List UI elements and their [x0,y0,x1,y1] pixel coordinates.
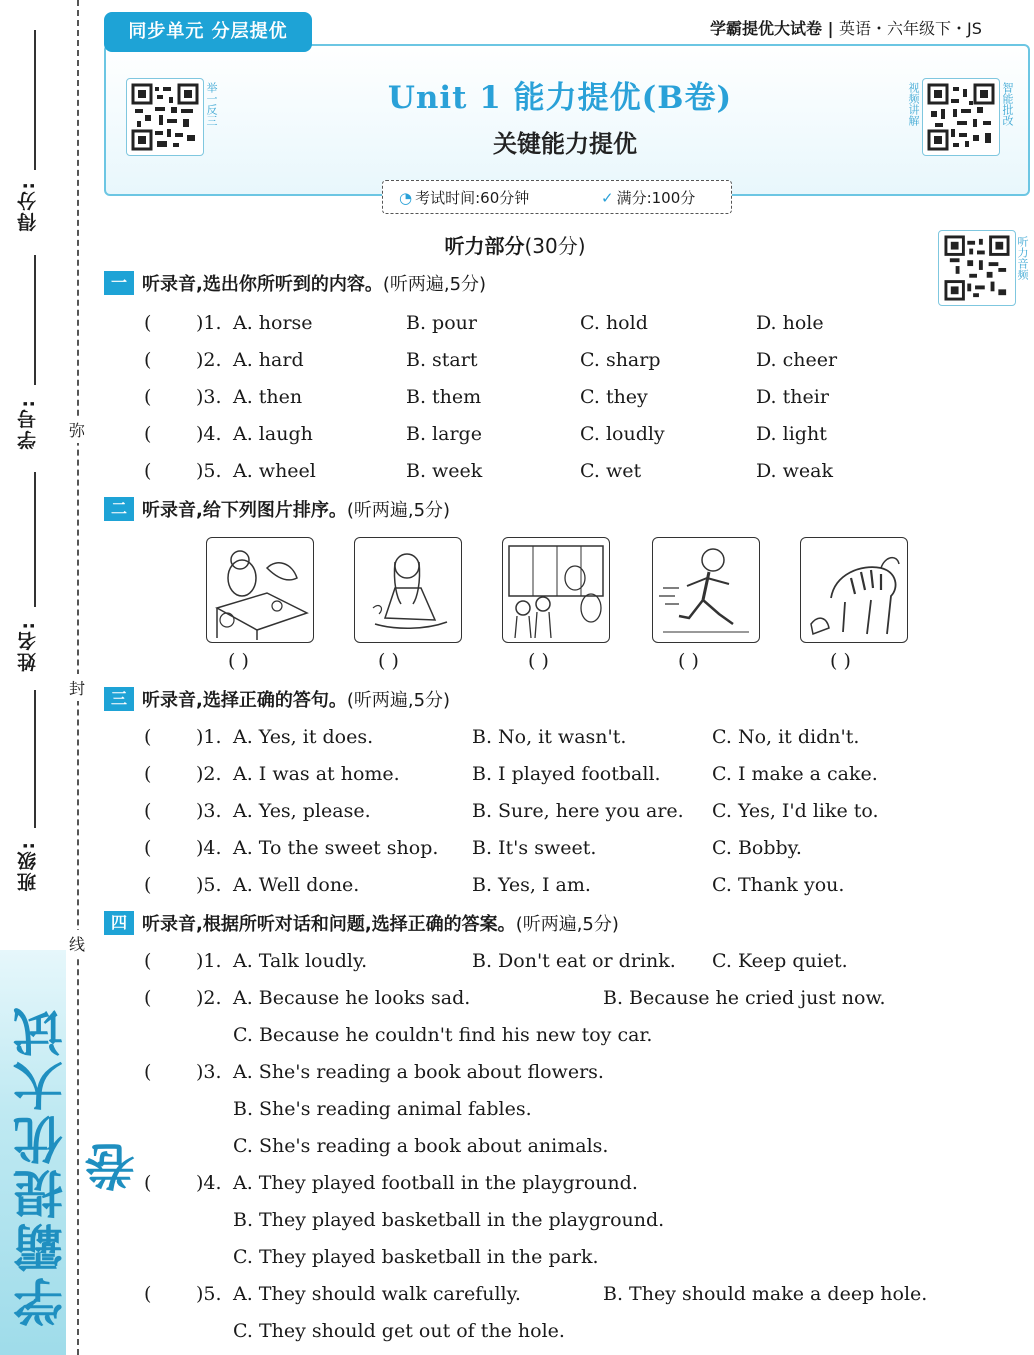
question-number: )5. [196,874,222,896]
option-b: B. It's sweet. [472,837,597,859]
question-number: )4. [196,423,222,445]
answer-blank[interactable]: ( [144,837,152,859]
option-c: C. No, it didn't. [712,726,860,748]
unit-subtitle: 关键能力提优 [493,130,637,158]
answer-blank[interactable]: ( [144,987,152,1009]
option-b: B. week [406,460,483,482]
option-a: A. They should walk carefully. [233,1283,521,1305]
option-c: C. Bobby. [712,837,802,859]
option-c: C. hold [580,312,648,334]
option-c: C. They played basketball in the park. [233,1246,599,1268]
section-1-heading [104,270,486,296]
class-label: 班级: [17,840,39,892]
series-name: 学霸提优大试卷 [710,19,823,38]
qr-pattern-icon [943,235,1011,301]
question-number: )3. [196,800,222,822]
option-c: C. they [580,386,648,408]
listening-part-score: (30分) [524,234,586,258]
answer-blank[interactable]: ( [144,1283,152,1305]
qr-code-left[interactable] [126,78,204,156]
qr-code-listening[interactable] [938,230,1016,306]
section-instruction: 听录音,选出你所听到的内容。 [142,274,383,295]
answer-blank[interactable]: ( [144,312,152,334]
section-instruction: 听录音,给下列图片排序。 [142,500,347,521]
student-id-label: 学号: [17,398,39,450]
answer-blank[interactable]: ( [144,349,152,371]
picture-order-blank-1[interactable]: ( ) [228,650,249,672]
option-b: B. They played basketball in the playground. [233,1209,665,1231]
option-a: A. hard [233,349,304,371]
question-number: )2. [196,987,222,1009]
option-c: C. Because he couldn't find his new toy car. [233,1024,653,1046]
crying-girl-picture [354,537,462,643]
option-a: A. Talk loudly. [233,950,368,972]
tiger-picture [800,537,908,643]
student-id-line[interactable] [34,255,36,385]
zoo-visitors-picture [502,537,610,643]
cat-on-table-picture [206,537,314,643]
option-c: C. sharp [580,349,661,371]
series-subject: 英语・六年级下・JS [839,19,982,38]
option-c: C. She's reading a book about animals. [233,1135,609,1157]
question-number: )1. [196,726,222,748]
seal-char-mi: 弥 [69,416,85,443]
option-b: B. pour [406,312,477,334]
answer-blank[interactable]: ( [144,460,152,482]
option-b: B. No, it wasn't. [472,726,627,748]
section-number: 二 [104,497,134,521]
option-a: A. Yes, please. [233,800,371,822]
question-number: )1. [196,950,222,972]
answer-blank[interactable]: ( [144,800,152,822]
check-icon: ✓ [601,189,614,207]
question-number: )1. [196,312,222,334]
option-c: C. I make a cake. [712,763,878,785]
exam-full-score: ✓ 满分:100分 [601,189,696,207]
class-line[interactable] [34,690,36,828]
qr-pattern-icon [927,83,995,151]
option-a: A. horse [233,312,313,334]
answer-blank[interactable]: ( [144,423,152,445]
option-c: C. Keep quiet. [712,950,848,972]
section-2-heading [104,496,450,522]
name-line[interactable] [34,472,36,607]
listening-part-title: 听力部分(30分) [444,234,586,258]
title-banner [104,44,1030,196]
option-d: D. hole [756,312,824,334]
option-a: A. She's reading a book about flowers. [233,1061,604,1083]
question-number: )2. [196,763,222,785]
option-a: A. Well done. [233,874,360,896]
section-4-heading [104,910,619,936]
answer-blank[interactable]: ( [144,950,152,972]
question-number: )5. [196,1283,222,1305]
section-number: 一 [104,271,134,295]
brand-logo-text: 学霸提优大试卷 [12,1003,143,1327]
option-c: C. Thank you. [712,874,845,896]
option-c: C. Yes, I'd like to. [712,800,879,822]
section-note: (听两遍,5分) [382,274,487,295]
section-3-heading [104,686,450,712]
option-c: C. loudly [580,423,665,445]
picture-order-blank-5[interactable]: ( ) [830,650,851,672]
qr-right-label-grading: 智能批改 [1001,82,1014,126]
option-a: A. wheel [233,460,316,482]
question-number: )2. [196,349,222,371]
option-c: C. They should get out of the hole. [233,1320,565,1342]
option-a: A. Yes, it does. [233,726,374,748]
option-a: A. Because he looks sad. [233,987,471,1009]
option-a: A. I was at home. [233,763,400,785]
question-number: )4. [196,1172,222,1194]
option-b: B. I played football. [472,763,661,785]
answer-blank[interactable]: ( [144,1061,152,1083]
option-b: B. them [406,386,482,408]
picture-order-blank-3[interactable]: ( ) [528,650,549,672]
exam-time: ◔ 考试时间:60分钟 [399,189,530,207]
option-d: D. weak [756,460,833,482]
option-b: B. large [406,423,482,445]
question-number: )3. [196,386,222,408]
score-label: 得分: [17,180,39,232]
unit-tag: 同步单元 分层提优 [104,12,312,52]
option-a: A. To the sweet shop. [233,837,439,859]
option-b: B. Yes, I am. [472,874,591,896]
question-number: )3. [196,1061,222,1083]
option-a: A. laugh [233,423,313,445]
section-number: 四 [104,911,134,935]
answer-blank[interactable]: ( [144,763,152,785]
option-c: C. wet [580,460,642,482]
option-d: D. light [756,423,827,445]
section-note: (听两遍,5分) [346,690,451,711]
seal-char-xian: 线 [69,930,85,957]
section-note: (听两遍,5分) [346,500,451,521]
answer-blank[interactable]: ( [144,726,152,748]
section-note: (听两遍,5分) [515,914,619,935]
option-b: B. She's reading animal fables. [233,1098,532,1120]
option-b: B. start [406,349,478,371]
section-number: 三 [104,687,134,711]
section-instruction: 听录音,根据所听对话和问题,选择正确的答案。 [142,914,516,935]
score-line[interactable] [34,30,36,170]
option-a: A. They played football in the playground. [233,1172,638,1194]
option-d: D. their [756,386,829,408]
answer-blank[interactable]: ( [144,874,152,896]
running-boy-picture [652,537,760,643]
question-number: )5. [196,460,222,482]
section-instruction: 听录音,选择正确的答句。 [142,690,347,711]
unit-title: Unit 1 能力提优(B卷) [387,80,733,116]
qr-right-label-video: 视频讲解 [907,82,920,126]
option-b: B. Sure, here you are. [472,800,684,822]
name-label: 姓名: [17,620,39,672]
picture-order-blank-4[interactable]: ( ) [678,650,699,672]
qr-code-right[interactable] [922,78,1000,156]
option-d: D. cheer [756,349,838,371]
qr-listening-label: 听力音频 [1016,236,1029,280]
series-title: 学霸提优大试卷 | 英语・六年级下・JS [710,19,982,38]
option-b: B. Because he cried just now. [603,987,886,1009]
qr-left-label: 举一反三 [205,82,218,126]
option-b: B. Don't eat or drink. [472,950,676,972]
qr-pattern-icon [131,83,199,151]
exam-info-box [382,180,732,214]
option-b: B. They should make a deep hole. [603,1283,928,1305]
clock-icon: ◔ [399,189,413,207]
option-a: A. then [233,386,303,408]
question-number: )4. [196,837,222,859]
picture-order-blank-2[interactable]: ( ) [378,650,399,672]
seal-char-feng: 封 [69,674,85,701]
answer-blank[interactable]: ( [144,386,152,408]
answer-blank[interactable]: ( [144,1172,152,1194]
